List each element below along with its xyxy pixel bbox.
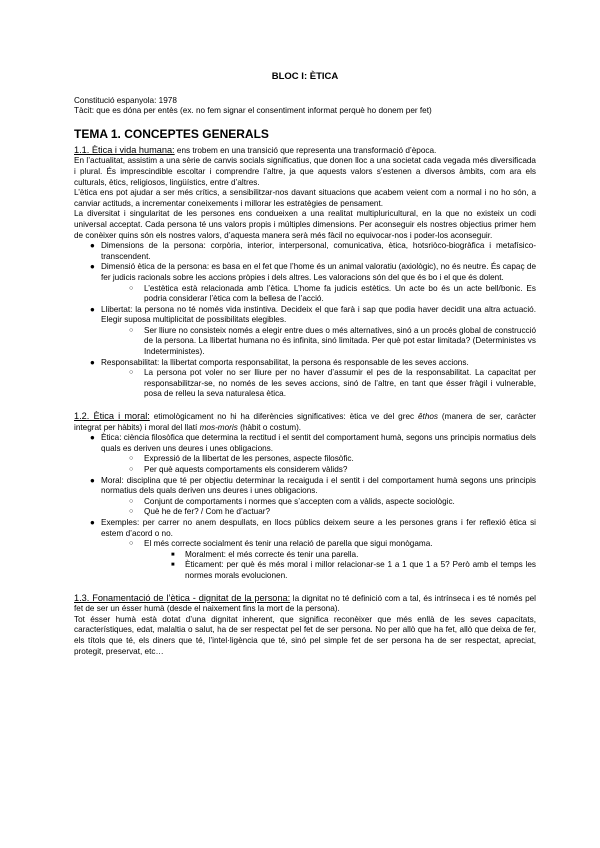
list-item-text: Dimensió ètica de la persona: es basa en el fet que l’home és un animal valoratiu (axiològic), no és neutre. És capaç de fer judicis racionals sobre les accions pròpies i dels altres. Les valoracions són del que és bo i el que és dolent. (101, 262, 536, 282)
list-item (74, 518, 536, 539)
list-item (74, 305, 536, 326)
list-item (74, 368, 536, 400)
section-1-2-heading: 1.2. Ètica i moral: (74, 411, 150, 422)
list-item (74, 433, 536, 454)
paragraph: Tot ésser humà està dotat d’una dignitat inherent, que significa reconèixer que més enllà de les seves capacitats, característiques, edat, malaltia o salut, ha de ser respectat pel fet de ser persona. No per allò que ha fet, allò que deixa de fer, els títols que té, els diners que té, l’intel·ligència que té, sinó pel simple fet de ser persona ha de ser respectat, apreciat, protegit, preservat, etc… (74, 614, 536, 656)
list-item (74, 284, 536, 305)
document-title: BLOC I: ÈTICA (271, 71, 339, 82)
list-item-text: Èticament: per què és més moral i millor relacionar-se 1 a 1 que 1 a 5? Però amb el temps les normes morals evolucionen. (185, 560, 536, 580)
section-1-1-intro (74, 145, 536, 157)
list-item-text: Què he de fer? / Com he d’actuar? (144, 507, 271, 517)
list-item-text: Moral: disciplina que té per objectiu determinar la recaiguda i el sentit i del comportament humà segons uns principis normatius dels quals deriven uns deures i unes obligacions. (101, 475, 536, 496)
disc-bullet-icon: ● (90, 304, 95, 314)
list-item-text: Llibertat: la persona no té només vida instintiva. Decideix el que farà i sap que podia haver decidit una altra actuació. Elegir suposa multiplicitat de possibilitats elegibles. (101, 304, 536, 325)
section-1-3 (74, 593, 536, 658)
circle-bullet-icon: ○ (129, 497, 134, 505)
list-item-text: Responsabilitat: la llibertat comporta responsabilitat, la persona és responsable de les seves accions. (101, 357, 469, 367)
square-bullet-icon: ■ (171, 551, 175, 558)
section-1-3-heading-rest: la dignitat no té definició com a tal, és intrínseca i es té només pel fet de ser un ésser humà (desde el naixement fins la mort de la persona). (74, 593, 536, 614)
paragraph: La diversitat i singularitat de les persones ens condueixen a una realitat multipluricultural, en la que no existeix un codi universal acceptat. Cada persona té uns valors propis i múltiples dimensions. Per aconseguir els nostres objectius primer hem de conèixer quins són els nostres valors, d’aquesta manera serà més fàcil no equivocar-nos i poder-los aconseguir. (74, 209, 536, 240)
document-page (74, 64, 536, 657)
list-item (74, 326, 536, 358)
circle-bullet-icon: ○ (129, 540, 134, 548)
disc-bullet-icon: ● (90, 357, 95, 367)
meta-line-constitution: Constitució espanyola: 1978 (74, 95, 177, 105)
square-bullet-icon: ■ (171, 562, 175, 569)
list-item-text: L’estètica està relacionada amb l’ètica. L’home fa judicis estètics. Un acte bo és un acte bell/bonic. Es podria considerar l’ètica com la bellesa de l’acció. (144, 283, 536, 304)
bullet-list (74, 433, 536, 581)
list-item (74, 497, 536, 508)
section-1-3-intro (74, 593, 536, 615)
list-item-text: Expressió de la llibertat de les persones, aspecte filosòfic. (144, 454, 354, 464)
intro-text: etimològicament no hi ha diferències significatives: ètica ve del grec (149, 412, 418, 422)
circle-bullet-icon: ○ (129, 326, 134, 334)
list-item-text: Conjunt de comportaments i normes que s’accepten com a vàlids, aspecte sociològic. (144, 496, 455, 506)
section-1-1-heading-rest: ens trobem en una transició que representa una transformació d’època. (174, 145, 437, 155)
term-mos-moris: mos-moris (199, 422, 238, 432)
paragraph: L’ètica ens pot ajudar a ser més crítics, a sensibilitzar-nos davant situacions que acabem veient com a normal i no ho són, a canviar actituds, a incrementar coneixements i millorar les estratègies de pensament. (74, 188, 536, 208)
list-item (74, 560, 536, 581)
section-heading-tema1: TEMA 1. CONCEPTES GENERALS (74, 126, 269, 141)
list-item-text: Per què aquests comportaments els considerem vàlids? (144, 465, 348, 474)
circle-bullet-icon: ○ (129, 508, 134, 516)
list-item-text: Exemples: per carrer no anem despullats, en llocs públics deixem seure a les persones grans i fer reflexió ètica si estem d’acord o no. (101, 517, 536, 538)
section-1-3-heading: 1.3. Fonamentació de l’ètica - dignitat de la persona: (74, 592, 291, 603)
circle-bullet-icon: ○ (129, 455, 134, 463)
list-item-text: Moralment: el més correcte és tenir una parella. (185, 549, 359, 559)
intro-text: (hàbit o costum). (237, 422, 302, 432)
circle-bullet-icon: ○ (129, 369, 134, 377)
section-1-2-intro (74, 411, 536, 433)
section-1-1-heading: 1.1. Ètica i vida humana: (74, 144, 175, 155)
disc-bullet-icon: ● (90, 262, 95, 272)
list-item (74, 465, 536, 476)
list-item-text: Ètica: ciència filosòfica que determina la rectitud i el sentit del comportament humà, segons uns principis normatius dels quals es deriven uns deures i unes obligacions. (101, 433, 536, 453)
disc-bullet-icon: ● (90, 241, 95, 251)
term-ethos: êthos (418, 412, 439, 422)
list-item (74, 241, 536, 262)
paragraph: En l’actualitat, assistim a una sèrie de canvis socials significatius, que donen lloc a una societat cada vegada més diversificada i plural. És imprescindible escoltar i comprendre l’altre, ja que aquests valors s’estenen a diversos àmbits, com ara els culturals, ètics, religiosos, lingüístics, entre d’altres. (74, 156, 536, 187)
list-item (74, 476, 536, 497)
meta-line-tacit: Tàcit: que es dóna per entès (ex. no fem signar el consentiment informat perquè ho donem per fet) (74, 106, 432, 116)
list-item-text: Dimensions de la persona: corpòria, interior, interpersonal, comunicativa, ètica, hotsriòco-biogràfica i metafísico-transcendent. (101, 241, 536, 261)
intro-text: (manera de ser, caràcter integrat per hàbits) i moral del llatí (74, 412, 536, 432)
section-1-2 (74, 411, 536, 582)
list-item-text: La persona pot voler no ser lliure per no haver d’assumir el pes de la responsabilitat. La capacitat per responsabilitzar-se, no només de les seves accions, sinó de l’altre, en tant que ésser fràgil i vulnerable, posa de relleu la seva naturalesa ètica. (144, 368, 536, 399)
circle-bullet-icon: ○ (129, 466, 134, 473)
list-item (74, 539, 536, 550)
disc-bullet-icon: ● (90, 517, 95, 527)
disc-bullet-icon: ● (90, 475, 95, 485)
list-item (74, 507, 536, 518)
circle-bullet-icon: ○ (129, 284, 134, 292)
list-item (74, 454, 536, 465)
list-item-text: Ser lliure no consisteix només a elegir entre dues o més alternatives, sinó a un procés global de construcció de la persona. La llibertat humana no és infinita, sinó limitada. Per què pot estar limitada? (Deterministes vs Indeterministes). (144, 325, 536, 357)
list-item (74, 358, 536, 369)
list-item-text: El més correcte socialment és tenir una relació de parella que sigui monògama. (144, 539, 433, 549)
list-item (74, 262, 536, 283)
section-1-1 (74, 145, 536, 400)
disc-bullet-icon: ● (90, 433, 95, 443)
list-item (74, 550, 536, 561)
bullet-list (74, 241, 536, 400)
